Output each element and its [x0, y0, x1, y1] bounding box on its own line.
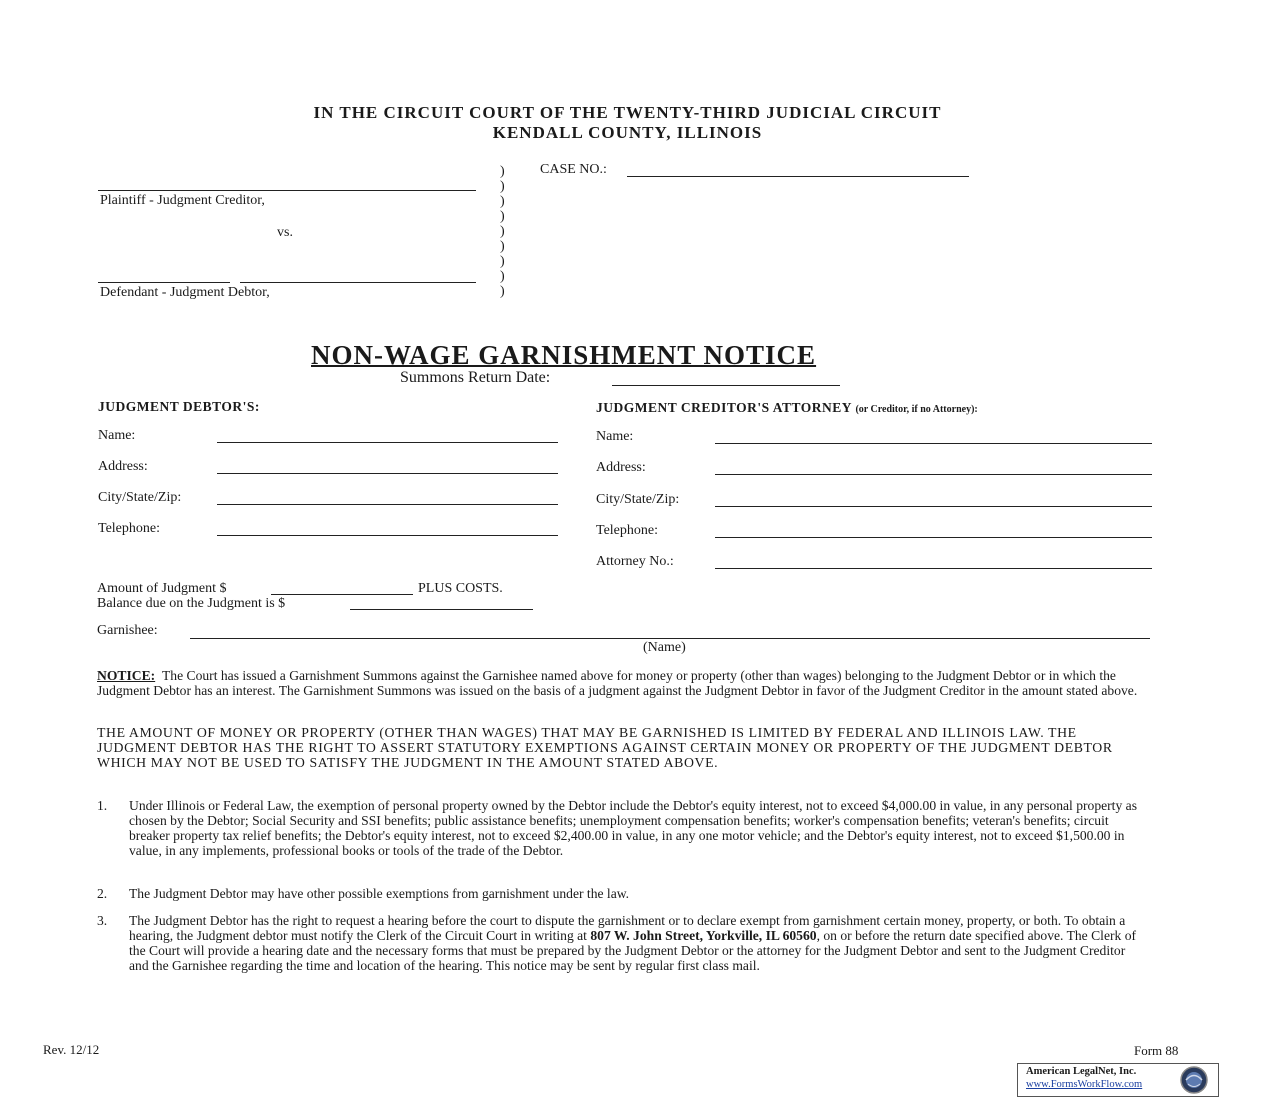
- debtor-city-label: City/State/Zip:: [98, 490, 182, 505]
- caption-paren: ): [500, 239, 505, 254]
- form-title: NON-WAGE GARNISHMENT NOTICE: [311, 340, 817, 370]
- creditor-heading: [596, 400, 978, 416]
- balance-due-label: Balance due on the Judgment is $: [97, 596, 286, 611]
- debtor-city-field[interactable]: [217, 504, 558, 505]
- caption-paren: ): [500, 194, 505, 209]
- court-name-line1: IN THE CIRCUIT COURT OF THE TWENTY-THIRD JUDICIAL CIRCUIT: [313, 103, 942, 122]
- publisher-name: American LegalNet, Inc.: [1026, 1066, 1137, 1077]
- summons-return-date-label: Summons Return Date:: [400, 369, 551, 386]
- caption-paren: ): [500, 269, 505, 284]
- item-3-text-before: The Judgment Debtor has the right to request a hearing before the court to dispute the garnishment or to declare exempt from garnishment certain money, property, or both. To obtain a hearing, the Judgment debtor must notify the Clerk of the Circuit Court in writing at: [129, 913, 1126, 943]
- item-3-text-after: , on or before the return date specified above. The Clerk of the Court will provide a hearing date and the necessary forms that must be prepared by the Judgment Debtor or the attorney for the Judgment Debtor and sent to the Judgment Creditor and the Garnishee regarding the time and location of the hearing. This notice may be sent by regular first class mail.: [129, 928, 1137, 973]
- defendant-label: Defendant - Judgment Debtor,: [100, 285, 270, 300]
- caption-paren: ): [500, 179, 505, 194]
- judgment-amount-field[interactable]: [271, 594, 413, 595]
- creditor-address-field[interactable]: [715, 474, 1152, 475]
- case-no-label: CASE NO.:: [540, 162, 607, 177]
- debtor-telephone-field[interactable]: [217, 535, 558, 536]
- notice-paragraph: [97, 668, 1142, 698]
- caption-paren: ): [500, 254, 505, 269]
- balance-due-field[interactable]: [350, 609, 533, 610]
- publisher-logo-box[interactable]: [1017, 1063, 1219, 1097]
- creditor-name-label: Name:: [596, 429, 634, 444]
- notice-label: NOTICE:: [97, 668, 156, 683]
- garnishee-name-caption: (Name): [643, 640, 686, 655]
- court-name-line2: KENDALL COUNTY, ILLINOIS: [492, 123, 763, 142]
- garnishee-label: Garnishee:: [97, 623, 158, 638]
- plus-costs-label: PLUS COSTS.: [418, 581, 503, 596]
- debtor-telephone-label: Telephone:: [98, 521, 160, 536]
- clerk-address: 807 W. John Street, Yorkville, IL 60560: [590, 928, 817, 943]
- publisher-url[interactable]: www.FormsWorkFlow.com: [1026, 1079, 1143, 1090]
- notice-text: The Court has issued a Garnishment Summons against the Garnishee named above for money or property (other than wages) belonging to the Judgment Debtor or in which the Judgment Debtor has an interest. The Garnishment Summons was issued on the basis of a judgment against the Judgment Debtor in favor of the Judgment Creditor in the amount stated above.: [97, 668, 1138, 698]
- vs-label: vs.: [277, 225, 293, 240]
- garnishee-name-field[interactable]: [190, 638, 1150, 639]
- creditor-attorney-no-field[interactable]: [715, 568, 1152, 569]
- caption-paren: ): [500, 284, 505, 299]
- judgment-amount-label: Amount of Judgment $: [97, 581, 227, 596]
- item-1-number: 1.: [97, 798, 108, 813]
- defendant-name-line-b[interactable]: [240, 282, 476, 283]
- item-1-text: Under Illinois or Federal Law, the exemption of personal property owned by the Debtor include the Debtor's equity interest, not to exceed $4,000.00 in value, in any personal property as chosen by the Debtor; Social Security and SSI benefits; public assistance benefits; unemployment compensation benefits; worker's compensation benefits; veteran's benefits; circuit breaker property tax relief benefits; the Debtor's equity interest, not to exceed $2,400.00 in value, in any one motor vehicle; and the Debtor's equity interest, not to exceed $1,500.00 in value, in any implements, professional books or tools of the trade of the Debtor.: [129, 798, 1137, 858]
- debtor-name-field[interactable]: [217, 442, 558, 443]
- caption-paren: ): [500, 224, 505, 239]
- debtor-address-field[interactable]: [217, 473, 558, 474]
- plaintiff-name-line[interactable]: [98, 190, 476, 191]
- revision-label: Rev. 12/12: [43, 1042, 100, 1057]
- creditor-telephone-field[interactable]: [715, 537, 1152, 538]
- item-2-number: 2.: [97, 886, 108, 901]
- creditor-heading-text: JUDGMENT CREDITOR'S ATTORNEY: [596, 400, 852, 415]
- item-2-text: The Judgment Debtor may have other possible exemptions from garnishment under the law.: [129, 886, 630, 901]
- creditor-heading-note: (or Creditor, if no Attorney):: [855, 404, 978, 415]
- debtor-address-label: Address:: [98, 459, 148, 474]
- defendant-name-line-a[interactable]: [98, 282, 230, 283]
- summons-return-date-field[interactable]: [612, 385, 840, 386]
- form-number: Form 88: [1134, 1043, 1179, 1058]
- creditor-city-field[interactable]: [715, 506, 1152, 507]
- creditor-attorney-no-label: Attorney No.:: [596, 554, 674, 569]
- caption-paren: ): [500, 209, 505, 224]
- item-3-text: [129, 913, 1144, 973]
- item-3-number: 3.: [97, 913, 108, 928]
- creditor-address-label: Address:: [596, 460, 646, 475]
- case-no-field[interactable]: [627, 176, 969, 177]
- creditor-telephone-label: Telephone:: [596, 523, 658, 538]
- debtor-name-label: Name:: [98, 428, 136, 443]
- caption-paren: ): [500, 164, 505, 179]
- creditor-name-field[interactable]: [715, 443, 1152, 444]
- plaintiff-label: Plaintiff - Judgment Creditor,: [100, 193, 265, 208]
- debtor-heading: JUDGMENT DEBTOR'S:: [98, 399, 260, 414]
- notice-caps-paragraph: THE AMOUNT OF MONEY OR PROPERTY (OTHER THAN WAGES) THAT MAY BE GARNISHED IS LIMITED BY FEDERAL AND ILLINOIS LAW. THE JUDGMENT DEBTOR HAS THE RIGHT TO ASSERT STATUTORY EXEMPTIONS AGAINST CERTAIN MONEY OR PROPERTY OF THE JUDGMENT DEBTOR WHICH MAY NOT BE USED TO SATISFY THE JUDGMENT IN THE AMOUNT STATED ABOVE.: [97, 725, 1113, 770]
- creditor-city-label: City/State/Zip:: [596, 492, 680, 507]
- globe-icon: [1179, 1065, 1209, 1095]
